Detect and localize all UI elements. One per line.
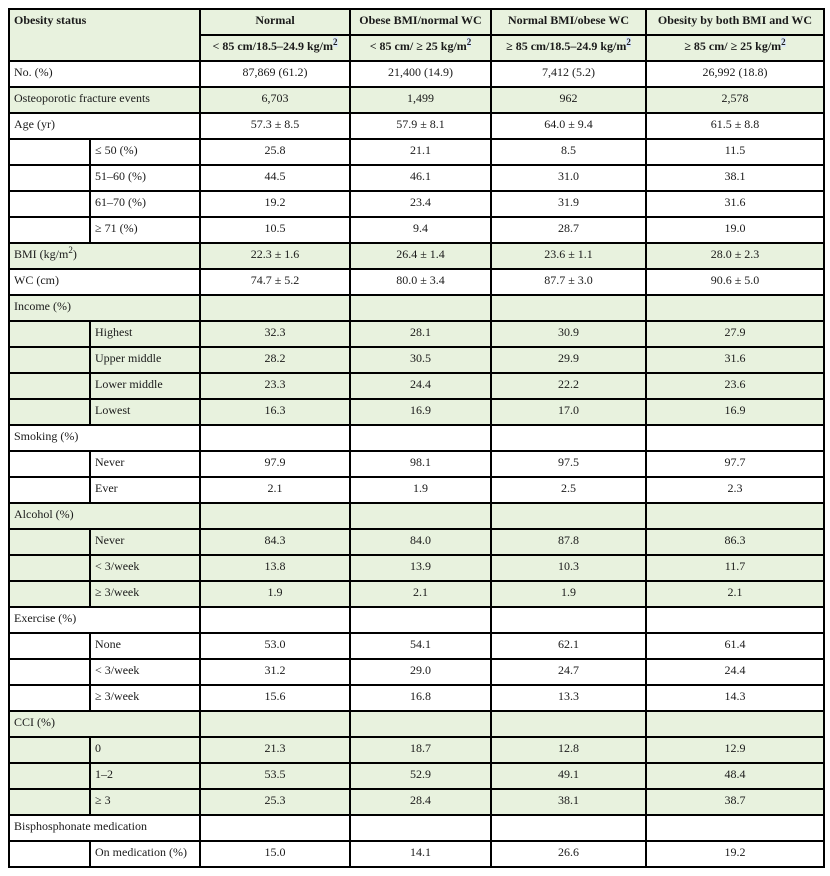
- value-cell: 44.5: [200, 165, 350, 191]
- obesity-characteristics-table: [8, 8, 825, 868]
- table-row: [9, 113, 824, 139]
- value-cell: 97.7: [646, 451, 824, 477]
- table-row: [9, 269, 824, 295]
- value-cell: 26.6: [491, 841, 646, 867]
- value-cell: 53.0: [200, 633, 350, 659]
- value-cell: [350, 711, 491, 737]
- value-cell: 38.1: [646, 165, 824, 191]
- value-cell: 2.5: [491, 477, 646, 503]
- row-label: Osteoporotic fracture events: [9, 87, 200, 113]
- header-group-obese-bmi-normal-wc: Obese BMI/normal WC: [350, 9, 491, 35]
- value-cell: [350, 815, 491, 841]
- indent-cell: [9, 555, 90, 581]
- row-sublabel: Never: [90, 451, 200, 477]
- row-sublabel: ≥ 71 (%): [90, 217, 200, 243]
- value-cell: 30.5: [350, 347, 491, 373]
- value-cell: 61.4: [646, 633, 824, 659]
- value-cell: 57.9 ± 8.1: [350, 113, 491, 139]
- row-sublabel: 61–70 (%): [90, 191, 200, 217]
- value-cell: [200, 295, 350, 321]
- value-cell: 29.0: [350, 659, 491, 685]
- value-cell: 14.3: [646, 685, 824, 711]
- value-cell: 87.8: [491, 529, 646, 555]
- indent-cell: [9, 685, 90, 711]
- value-cell: 8.5: [491, 139, 646, 165]
- value-cell: 16.8: [350, 685, 491, 711]
- table-row: [9, 529, 824, 555]
- header-group-obesity-both: Obesity by both BMI and WC: [646, 9, 824, 35]
- row-label: CCI (%): [9, 711, 200, 737]
- value-cell: 7,412 (5.2): [491, 61, 646, 87]
- value-cell: 31.2: [200, 659, 350, 685]
- value-cell: [200, 607, 350, 633]
- indent-cell: [9, 737, 90, 763]
- indent-cell: [9, 451, 90, 477]
- row-label: BMI $(kg/m^2)$: [9, 243, 200, 269]
- row-sublabel: ≥ 3: [90, 789, 200, 815]
- value-cell: 15.6: [200, 685, 350, 711]
- table-row: [9, 477, 824, 503]
- value-cell: 18.7: [350, 737, 491, 763]
- value-cell: [491, 711, 646, 737]
- table-row: [9, 399, 824, 425]
- header-row-groups: [9, 9, 824, 35]
- value-cell: 19.0: [646, 217, 824, 243]
- value-cell: 1.9: [491, 581, 646, 607]
- value-cell: 38.7: [646, 789, 824, 815]
- indent-cell: [9, 217, 90, 243]
- value-cell: 74.7 ± 5.2: [200, 269, 350, 295]
- row-label: Income (%): [9, 295, 200, 321]
- row-sublabel: < 3/week: [90, 659, 200, 685]
- value-cell: 2.1: [200, 477, 350, 503]
- indent-cell: [9, 529, 90, 555]
- value-cell: 49.1: [491, 763, 646, 789]
- value-cell: 31.0: [491, 165, 646, 191]
- value-cell: 1.9: [200, 581, 350, 607]
- value-cell: 23.6 ± 1.1: [491, 243, 646, 269]
- table-row: [9, 711, 824, 737]
- value-cell: [200, 503, 350, 529]
- value-cell: 28.0 ± 2.3: [646, 243, 824, 269]
- value-cell: [350, 607, 491, 633]
- header-obesity-status: Obesity status: [9, 9, 200, 61]
- value-cell: [491, 503, 646, 529]
- value-cell: [646, 711, 824, 737]
- value-cell: 23.6: [646, 373, 824, 399]
- row-sublabel: 51–60 (%): [90, 165, 200, 191]
- table-row: [9, 217, 824, 243]
- value-cell: 16.9: [646, 399, 824, 425]
- value-cell: 31.6: [646, 347, 824, 373]
- value-cell: 84.0: [350, 529, 491, 555]
- table-row: [9, 425, 824, 451]
- value-cell: 21.3: [200, 737, 350, 763]
- row-sublabel: ≥ 3/week: [90, 685, 200, 711]
- table-row: [9, 841, 824, 867]
- value-cell: 12.8: [491, 737, 646, 763]
- table-row: [9, 503, 824, 529]
- table-row: [9, 633, 824, 659]
- value-cell: 29.9: [491, 347, 646, 373]
- value-cell: [646, 503, 824, 529]
- value-cell: 31.6: [646, 191, 824, 217]
- value-cell: 64.0 ± 9.4: [491, 113, 646, 139]
- header-group-normal-bmi-obese-wc: Normal BMI/obese WC: [491, 9, 646, 35]
- value-cell: 1,499: [350, 87, 491, 113]
- table-row: [9, 685, 824, 711]
- table-row: [9, 737, 824, 763]
- value-cell: [491, 295, 646, 321]
- table-row: [9, 763, 824, 789]
- indent-cell: [9, 659, 90, 685]
- indent-cell: [9, 841, 90, 867]
- value-cell: 11.7: [646, 555, 824, 581]
- header-group-normal: Normal: [200, 9, 350, 35]
- value-cell: 61.5 ± 8.8: [646, 113, 824, 139]
- indent-cell: [9, 321, 90, 347]
- table-row: [9, 347, 824, 373]
- row-sublabel: Lower middle: [90, 373, 200, 399]
- value-cell: 28.7: [491, 217, 646, 243]
- table-row: [9, 61, 824, 87]
- header-criteria-obesity-both: ≥ 85 cm/ ≥ 25 $kg/m^2$: [646, 35, 824, 61]
- value-cell: 13.8: [200, 555, 350, 581]
- table-row: [9, 815, 824, 841]
- table-row: [9, 373, 824, 399]
- value-cell: 23.3: [200, 373, 350, 399]
- value-cell: 16.9: [350, 399, 491, 425]
- row-sublabel: ≤ 50 (%): [90, 139, 200, 165]
- value-cell: 28.1: [350, 321, 491, 347]
- value-cell: 98.1: [350, 451, 491, 477]
- value-cell: 962: [491, 87, 646, 113]
- value-cell: [491, 607, 646, 633]
- table-row: [9, 581, 824, 607]
- table-row: [9, 87, 824, 113]
- value-cell: [491, 425, 646, 451]
- indent-cell: [9, 399, 90, 425]
- value-cell: 87,869 (61.2): [200, 61, 350, 87]
- row-sublabel: 0: [90, 737, 200, 763]
- table-row: [9, 139, 824, 165]
- header-criteria-normal-bmi-obese-wc: ≥ 85 cm/18.5–24.9 $kg/m^2$: [491, 35, 646, 61]
- value-cell: 62.1: [491, 633, 646, 659]
- table-row: [9, 165, 824, 191]
- value-cell: [646, 425, 824, 451]
- value-cell: 16.3: [200, 399, 350, 425]
- table-row: [9, 295, 824, 321]
- value-cell: 24.7: [491, 659, 646, 685]
- indent-cell: [9, 347, 90, 373]
- indent-cell: [9, 763, 90, 789]
- value-cell: 19.2: [646, 841, 824, 867]
- value-cell: 11.5: [646, 139, 824, 165]
- value-cell: 27.9: [646, 321, 824, 347]
- value-cell: 22.3 ± 1.6: [200, 243, 350, 269]
- value-cell: [200, 425, 350, 451]
- value-cell: 57.3 ± 8.5: [200, 113, 350, 139]
- table-row: [9, 607, 824, 633]
- table-row: [9, 451, 824, 477]
- value-cell: 21.1: [350, 139, 491, 165]
- value-cell: 48.4: [646, 763, 824, 789]
- value-cell: [200, 711, 350, 737]
- table-row: [9, 321, 824, 347]
- value-cell: 24.4: [350, 373, 491, 399]
- row-sublabel: Upper middle: [90, 347, 200, 373]
- header-criteria-obese-bmi-normal-wc: < 85 cm/ ≥ 25 $kg/m^2$: [350, 35, 491, 61]
- value-cell: 19.2: [200, 191, 350, 217]
- value-cell: [350, 295, 491, 321]
- value-cell: 90.6 ± 5.0: [646, 269, 824, 295]
- value-cell: 28.4: [350, 789, 491, 815]
- row-sublabel: 1–2: [90, 763, 200, 789]
- table-row: [9, 659, 824, 685]
- row-label: No. (%): [9, 61, 200, 87]
- value-cell: 24.4: [646, 659, 824, 685]
- value-cell: [646, 815, 824, 841]
- value-cell: 10.5: [200, 217, 350, 243]
- row-sublabel: Highest: [90, 321, 200, 347]
- row-label: Bisphosphonate medication: [9, 815, 200, 841]
- value-cell: [350, 503, 491, 529]
- row-sublabel: Ever: [90, 477, 200, 503]
- value-cell: [491, 815, 646, 841]
- value-cell: 12.9: [646, 737, 824, 763]
- value-cell: 13.3: [491, 685, 646, 711]
- row-sublabel: Never: [90, 529, 200, 555]
- value-cell: 14.1: [350, 841, 491, 867]
- row-sublabel: ≥ 3/week: [90, 581, 200, 607]
- value-cell: 22.2: [491, 373, 646, 399]
- value-cell: 25.3: [200, 789, 350, 815]
- table-row: [9, 789, 824, 815]
- indent-cell: [9, 477, 90, 503]
- value-cell: 26,992 (18.8): [646, 61, 824, 87]
- table-row: [9, 555, 824, 581]
- value-cell: 25.8: [200, 139, 350, 165]
- value-cell: 9.4: [350, 217, 491, 243]
- value-cell: 10.3: [491, 555, 646, 581]
- row-label: Alcohol (%): [9, 503, 200, 529]
- value-cell: 2,578: [646, 87, 824, 113]
- value-cell: 2.1: [646, 581, 824, 607]
- value-cell: 31.9: [491, 191, 646, 217]
- row-label: Age (yr): [9, 113, 200, 139]
- indent-cell: [9, 581, 90, 607]
- value-cell: 32.3: [200, 321, 350, 347]
- value-cell: 54.1: [350, 633, 491, 659]
- value-cell: 46.1: [350, 165, 491, 191]
- row-label: Exercise (%): [9, 607, 200, 633]
- row-sublabel: < 3/week: [90, 555, 200, 581]
- value-cell: 80.0 ± 3.4: [350, 269, 491, 295]
- indent-cell: [9, 373, 90, 399]
- row-sublabel: Lowest: [90, 399, 200, 425]
- value-cell: 30.9: [491, 321, 646, 347]
- indent-cell: [9, 191, 90, 217]
- value-cell: 28.2: [200, 347, 350, 373]
- value-cell: 2.1: [350, 581, 491, 607]
- value-cell: [646, 607, 824, 633]
- value-cell: 23.4: [350, 191, 491, 217]
- indent-cell: [9, 633, 90, 659]
- value-cell: 53.5: [200, 763, 350, 789]
- value-cell: 38.1: [491, 789, 646, 815]
- value-cell: [646, 295, 824, 321]
- value-cell: 6,703: [200, 87, 350, 113]
- value-cell: 1.9: [350, 477, 491, 503]
- table-body: [9, 61, 824, 867]
- value-cell: 13.9: [350, 555, 491, 581]
- value-cell: 21,400 (14.9): [350, 61, 491, 87]
- indent-cell: [9, 165, 90, 191]
- table-row: [9, 191, 824, 217]
- indent-cell: [9, 139, 90, 165]
- value-cell: 2.3: [646, 477, 824, 503]
- value-cell: 84.3: [200, 529, 350, 555]
- value-cell: [350, 425, 491, 451]
- row-sublabel: None: [90, 633, 200, 659]
- row-label: Smoking (%): [9, 425, 200, 451]
- value-cell: 17.0: [491, 399, 646, 425]
- row-sublabel: On medication (%): [90, 841, 200, 867]
- value-cell: 15.0: [200, 841, 350, 867]
- row-label: WC (cm): [9, 269, 200, 295]
- value-cell: 52.9: [350, 763, 491, 789]
- value-cell: 26.4 ± 1.4: [350, 243, 491, 269]
- indent-cell: [9, 789, 90, 815]
- value-cell: 97.5: [491, 451, 646, 477]
- table-row: [9, 243, 824, 269]
- value-cell: 86.3: [646, 529, 824, 555]
- value-cell: 97.9: [200, 451, 350, 477]
- value-cell: [200, 815, 350, 841]
- value-cell: 87.7 ± 3.0: [491, 269, 646, 295]
- header-criteria-normal: < 85 cm/18.5–24.9 $kg/m^2$: [200, 35, 350, 61]
